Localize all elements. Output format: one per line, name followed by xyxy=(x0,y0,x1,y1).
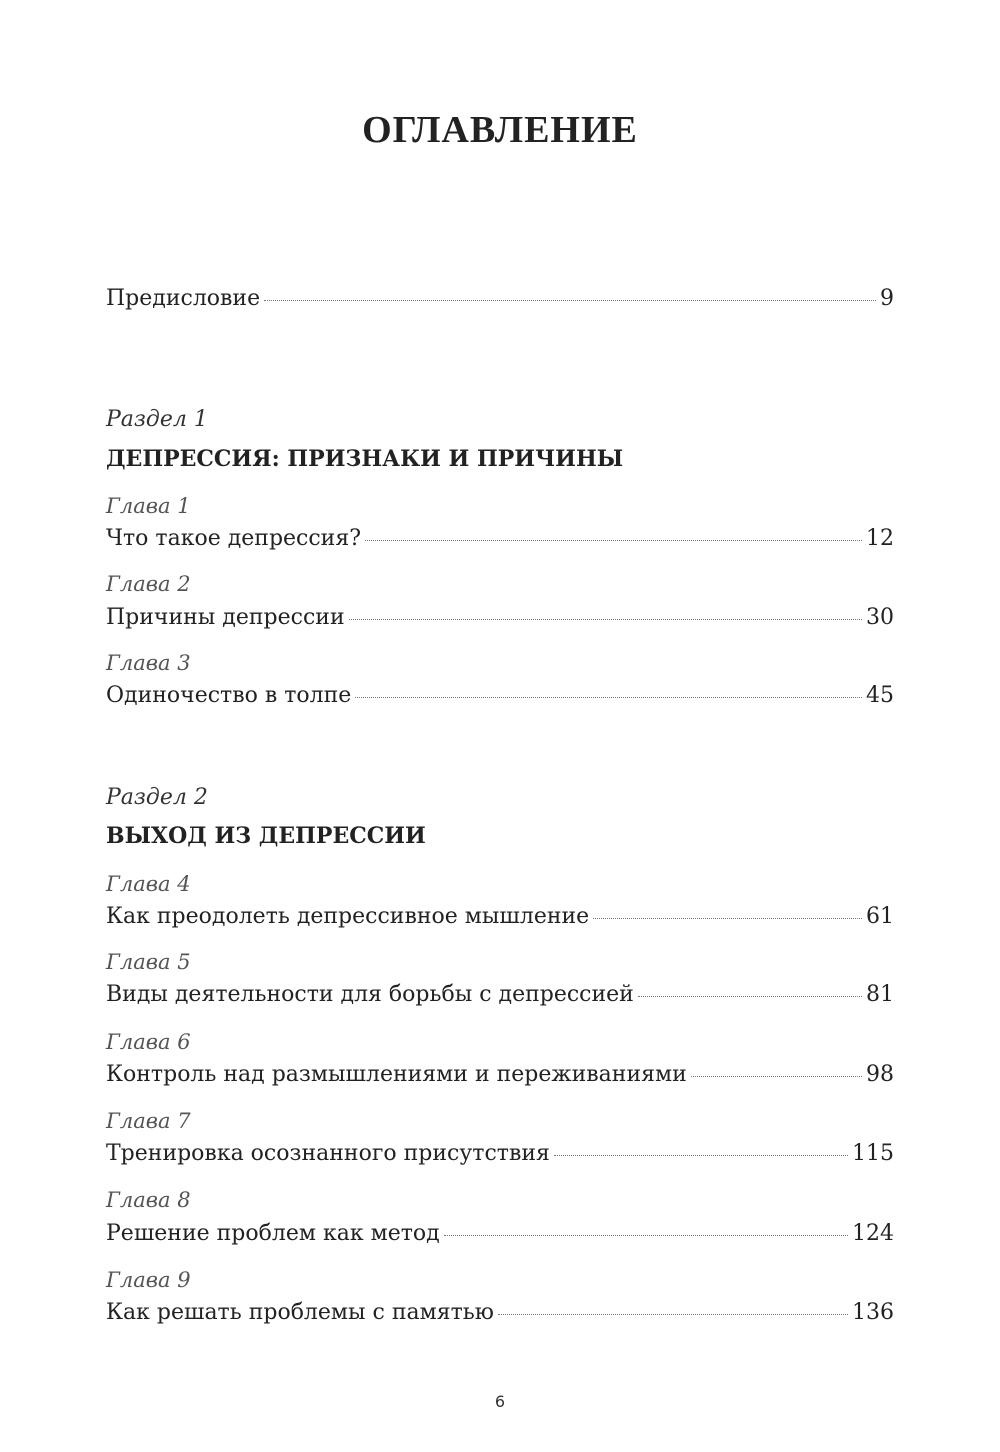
toc-entry-title: Как преодолеть депрессивное мышление xyxy=(106,904,590,929)
dot-leader xyxy=(444,1235,848,1236)
toc-entry-title: Контроль над размышлениями и переживаниями xyxy=(106,1062,687,1087)
toc-entry-chapter-9[interactable] xyxy=(106,1300,894,1325)
toc-entry-title: Что такое депрессия? xyxy=(106,526,362,551)
chapter-label: Глава 4 xyxy=(106,872,191,896)
toc-entry-title: Предисловие xyxy=(106,286,261,311)
toc-entry-chapter-5[interactable] xyxy=(106,982,894,1007)
toc-entry-chapter-3[interactable] xyxy=(106,683,894,708)
chapter-label: Глава 3 xyxy=(106,651,191,675)
chapter-label: Глава 5 xyxy=(106,950,191,974)
chapter-label: Глава 6 xyxy=(106,1030,191,1054)
chapter-label: Глава 9 xyxy=(106,1268,191,1292)
toc-entry-page: 81 xyxy=(866,982,894,1007)
toc-entry-preface[interactable] xyxy=(106,286,894,311)
dot-leader xyxy=(498,1314,848,1315)
dot-leader xyxy=(593,918,862,919)
toc-entry-chapter-2[interactable] xyxy=(106,605,894,630)
toc-entry-page: 45 xyxy=(866,683,894,708)
toc-entry-title: Решение проблем как метод xyxy=(106,1221,440,1246)
toc-entry-page: 115 xyxy=(852,1141,894,1166)
toc-entry-chapter-1[interactable] xyxy=(106,526,894,551)
toc-entry-page: 124 xyxy=(852,1221,894,1246)
toc-entry-title: Как решать проблемы с памятью xyxy=(106,1300,494,1325)
section-label: Раздел 1 xyxy=(106,407,208,432)
page-title: ОГЛАВЛЕНИЕ xyxy=(362,109,638,151)
dot-leader xyxy=(355,697,862,698)
toc-entry-title: Одиночество в толпе xyxy=(106,683,352,708)
dot-leader xyxy=(638,996,862,997)
toc-entry-page: 61 xyxy=(866,904,894,929)
chapter-label: Глава 1 xyxy=(106,494,191,518)
dot-leader xyxy=(691,1076,862,1077)
page-number: 6 xyxy=(494,1392,506,1411)
chapter-label: Глава 2 xyxy=(106,572,191,596)
chapter-label: Глава 8 xyxy=(106,1188,191,1212)
section-heading: ВЫХОД ИЗ ДЕПРЕССИИ xyxy=(106,823,426,849)
section-label: Раздел 2 xyxy=(106,785,208,810)
toc-entry-title: Причины депрессии xyxy=(106,605,345,630)
dot-leader xyxy=(365,540,862,541)
toc-entry-title: Тренировка осознанного присутствия xyxy=(106,1141,550,1166)
section-heading: ДЕПРЕССИЯ: ПРИЗНАКИ И ПРИЧИНЫ xyxy=(106,446,624,472)
dot-leader xyxy=(554,1155,848,1156)
toc-entry-page: 136 xyxy=(852,1300,894,1325)
toc-entry-page: 98 xyxy=(866,1062,894,1087)
toc-entry-chapter-6[interactable] xyxy=(106,1062,894,1087)
dot-leader xyxy=(349,619,862,620)
toc-entry-chapter-4[interactable] xyxy=(106,904,894,929)
chapter-label: Глава 7 xyxy=(106,1109,191,1133)
toc-entry-page: 9 xyxy=(880,286,894,311)
toc-entry-page: 12 xyxy=(866,526,894,551)
dot-leader xyxy=(264,300,876,301)
toc-entry-page: 30 xyxy=(866,605,894,630)
toc-entry-title: Виды деятельности для борьбы с депрессией xyxy=(106,982,634,1007)
toc-entry-chapter-8[interactable] xyxy=(106,1221,894,1246)
toc-entry-chapter-7[interactable] xyxy=(106,1141,894,1166)
